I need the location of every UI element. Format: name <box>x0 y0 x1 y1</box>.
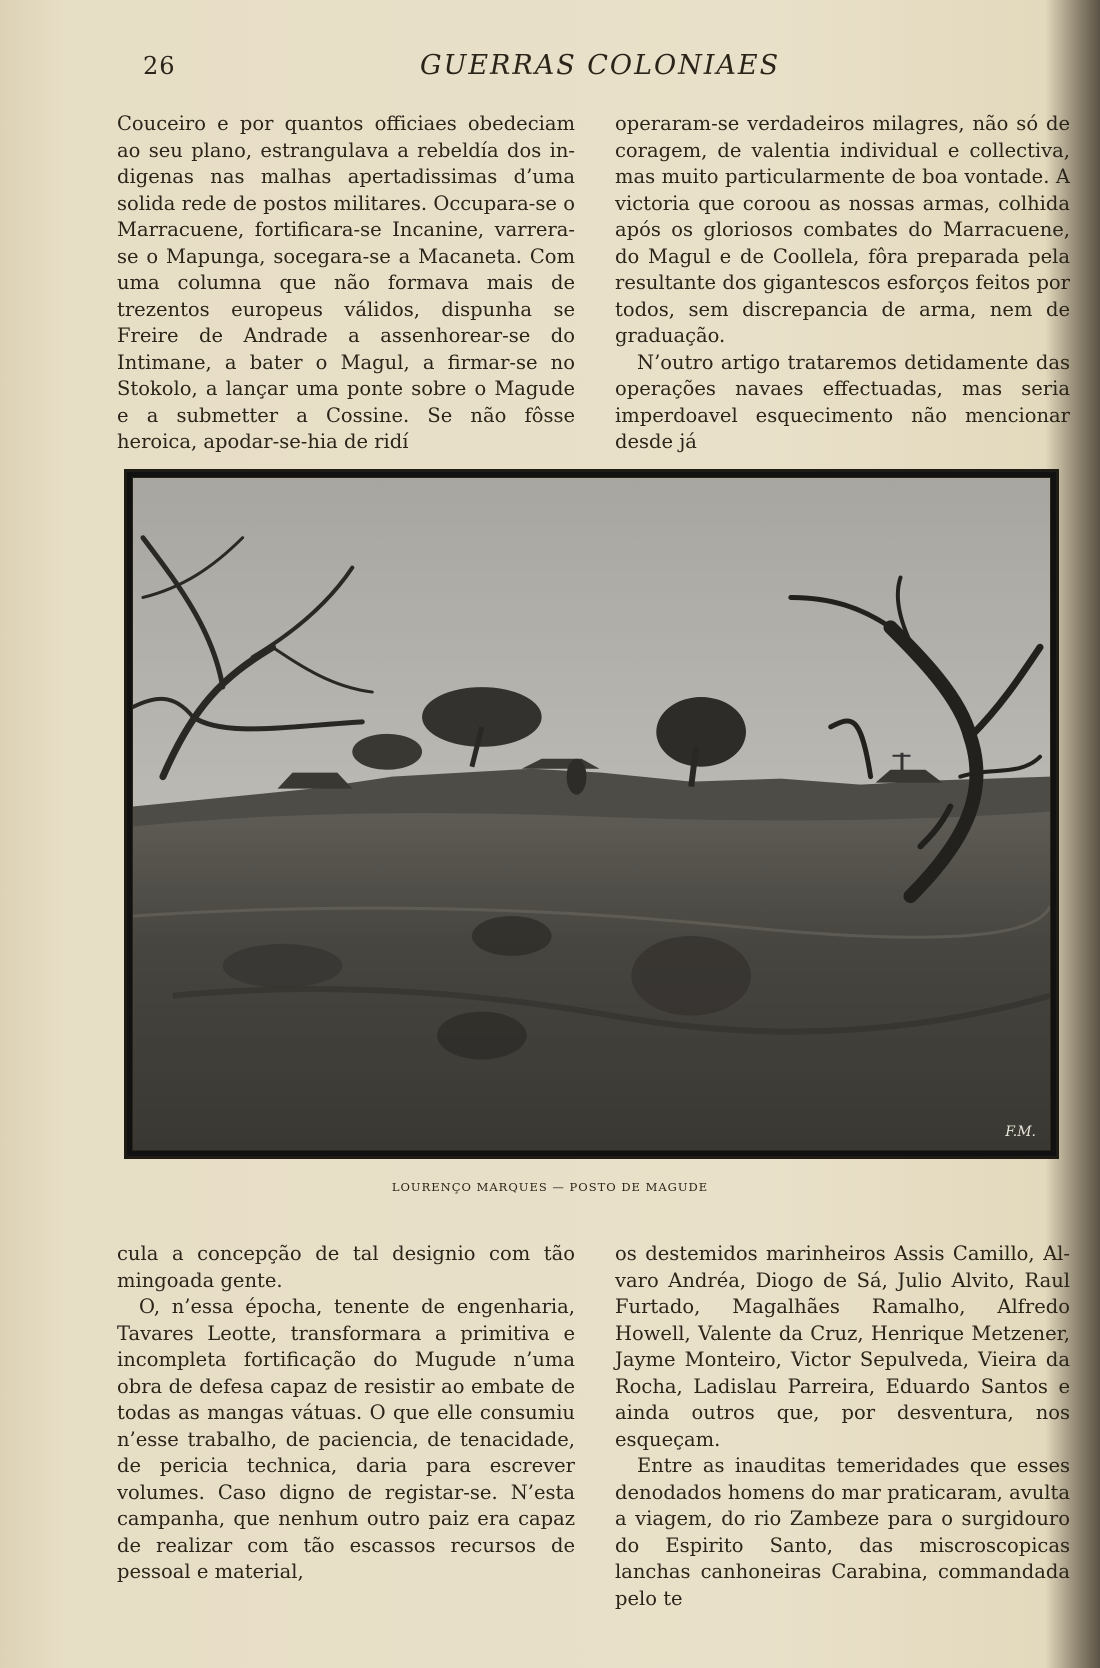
paragraph: Couceiro e por quantos officiaes obedeciam ao seu plano, estrangulava a rebeldía dos indigenas nas malhas apertadissimas d’uma solida rede de postos militares. Occupara-se o Marracuene, fortificara-se Incanine, varrera-se o Mapunga, socegara-se a Macaneta. Com uma columna que não formava mais de trezentos europeus válidos, dispunha se Freire de Andrade a assenhorear-se do Intimane, a bater o Magul, a firmar-se no Stokolo, a lançar uma ponte sobre o Magude e a submetter a Cossine. Se não fôsse heroica, apodar-se-hia de ridí <box>117 112 575 453</box>
paragraph: os destemidos marinheiros Assis Camillo, Alvaro Andréa, Diogo de Sá, Julio Alvito, Raul Furtado, Magalhães Ramalho, Alfredo Howell, Valente da Cruz, Henrique Metzener, Jayme Monteiro, Victor Sepulveda, Vieira da Rocha, Ladislau Parreira, Eduardo Santos e ainda outros que, por desventura, nos esqueçam. <box>615 1242 1070 1451</box>
text-column-bottom-left <box>117 1241 575 1586</box>
running-title: GUERRAS COLONIAES <box>420 50 781 81</box>
paragraph: cula a concepção de tal designio com tão mingoada gente. <box>117 1242 575 1292</box>
paragraph: Entre as inauditas temeridades que esses denodados homens do mar praticaram, avulta a viagem, do rio Zambeze para o surgidouro do Espirito Santo, das miscroscopicas lanchas canhoneiras Carabina, commandada pelo te <box>615 1454 1070 1610</box>
landscape-photo <box>133 478 1050 1150</box>
cross-bar <box>893 755 911 757</box>
paragraph: O, n’essa épocha, tenente de engenharia, Tavares Leotte, transformara a primitiva e incompleta fortificação do Mugude n’uma obra de defesa capaz de resistir ao embate de todas as mangas vátuas. O que elle consumiu n’esse trabalho, de paciencia, de tenacidade, de pericia technica, daria para escrever volumes. Caso digno de registar-se. N’esta campanha, que nenhum outro paiz era capaz de realizar com tão escassos recursos de pessoal e material, <box>117 1295 575 1583</box>
text-column-top-left <box>117 111 575 456</box>
running-head <box>0 48 1100 88</box>
halftone-photograph <box>124 469 1059 1159</box>
text-column-bottom-right <box>615 1241 1070 1612</box>
text-column-top-right <box>615 111 1070 456</box>
engraver-mark: F.M. <box>1005 1124 1036 1140</box>
paragraph: N’outro artigo trataremos detidamente das operações navaes effectuadas, mas seria imperdoavel esquecimento não mencionar desde já <box>615 350 1070 453</box>
photo-caption: LOURENÇO MARQUES — POSTO DE MAGUDE <box>391 1180 709 1194</box>
page-number: 26 <box>143 52 176 80</box>
photo-frame <box>132 477 1051 1151</box>
paragraph: operaram-se verdadeiros milagres, não só de coragem, de valentia individual e collectiva, mas muito particularmente de boa vontade. A victoria que coroou as nossas armas, colhida após os gloriosos combates do Marracuene, do Magul e de Coollela, fôra preparada pela resultante dos gigantescos esforços feitos por todos, sem discrepancia de arma, nem de graduação. <box>615 112 1070 347</box>
